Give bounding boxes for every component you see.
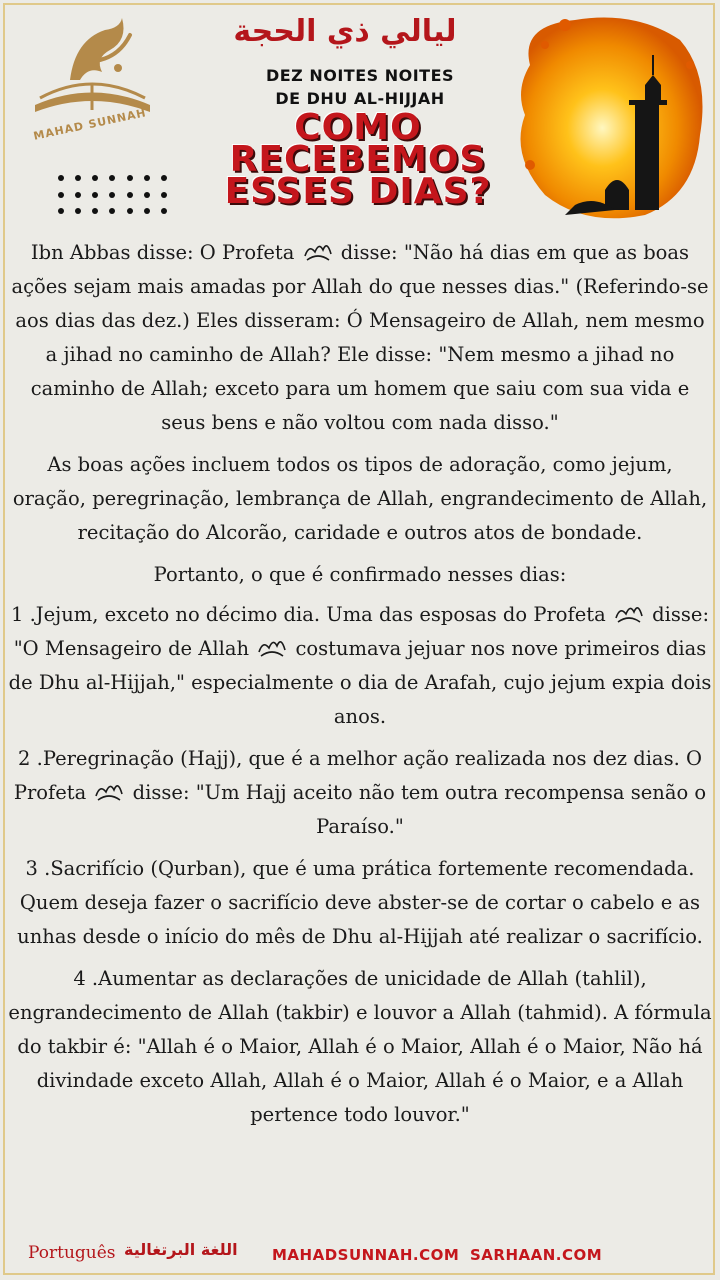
footer-language: Português (28, 1243, 116, 1263)
list-item-hajj (8, 742, 712, 844)
salawat-icon (301, 238, 335, 264)
footer-language-arabic: اللغة البرتغالية (124, 1240, 238, 1259)
arabic-title: ليالي ذي الحجة (233, 14, 457, 49)
decorative-dots (58, 175, 178, 225)
sunset-minaret-illustration (505, 5, 715, 230)
headline-line-1: COMO (294, 107, 422, 148)
hadith-text: disse: "Não há dias em que as boas ações sejam mais amadas por Allah do que nesses dias." (Referindo-se aos dias das dez.) Eles disseram: Ó Mensageiro de Allah, nem mesmo a jihad no caminho de Allah? Ele disse: "Nem mesmo a jihad no caminho de Allah; exceto para um homem que saiu com sua vida e seus bens e não voltou com nada disso." (11, 241, 709, 434)
article-body (8, 236, 712, 1140)
headline-line-3: ESSES DIAS? (224, 171, 492, 212)
item1-text-b: disse: "O Mensageiro de Allah (13, 603, 710, 660)
item1-text-a: 1 .Jejum, exceto no décimo dia. Uma das esposas do Profeta (10, 603, 606, 626)
item2-text-a: 2 .Peregrinação (Hajj), que é a melhor ação realizada nos dez dias. O Profeta (13, 747, 702, 804)
paragraph-good-deeds: As boas ações incluem todos os tipos de adoração, como jejum, oração, peregrinação, lembrança de Allah, engrandecimento de Allah, recitação do Alcorão, caridade e outros atos de bondade. (12, 453, 708, 544)
headline-line-2: RECEBEMOS (229, 139, 487, 180)
item2-text-b: disse: "Um Hajj aceito não tem outra recompensa senão o Paraíso." (132, 781, 707, 838)
subtitle-line-1: DEZ NOITES NOITES (265, 66, 455, 85)
paragraph-hadith (8, 236, 712, 440)
list-item-fasting (8, 598, 712, 734)
list-item-sacrifice: 3 .Sacrifício (Qurban), que é uma prática fortemente recomendada. Quem deseja fazer o sacrifício deve abster-se de cortar o cabelo e as unhas desde o início do mês de Dhu al-Hijjah até realizar o sacrifício. (17, 857, 703, 948)
footer-link-mahadsunnah[interactable]: MAHADSUNNAH.COM (272, 1246, 460, 1264)
list-item-takbir: 4 .Aumentar as declarações de unicidade de Allah (tahlil), engrandecimento de Allah (takbir) e louvor a Allah (tahmid). A fórmula do takbir é: "Allah é o Maior, Allah é o Maior, Allah é o Maior, Não há divindade exceto Allah, Allah é o Maior, Allah é o Maior, e a Allah pertence todo louvor." (8, 967, 712, 1126)
headline (208, 107, 508, 212)
hadith-intro: Ibn Abbas disse: O Profeta (30, 241, 295, 264)
paragraph-confirmed: Portanto, o que é confirmado nesses dias: (153, 563, 567, 586)
logo-text: MAHAD SUNNAH (32, 106, 148, 143)
salawat-icon (612, 600, 646, 626)
item1-text-c: costumava jejuar nos nove primeiros dias de Dhu al-Hijjah," especialmente o dia de Arafah, cujo jejum expia dois anos. (8, 637, 712, 728)
salawat-icon (255, 634, 289, 660)
subtitle (240, 64, 480, 110)
footer-link-sarhaan[interactable]: SARHAAN.COM (470, 1246, 603, 1264)
subtitle-line-2: DE DHU AL-HIJJAH (275, 89, 445, 108)
salawat-icon (92, 778, 126, 804)
